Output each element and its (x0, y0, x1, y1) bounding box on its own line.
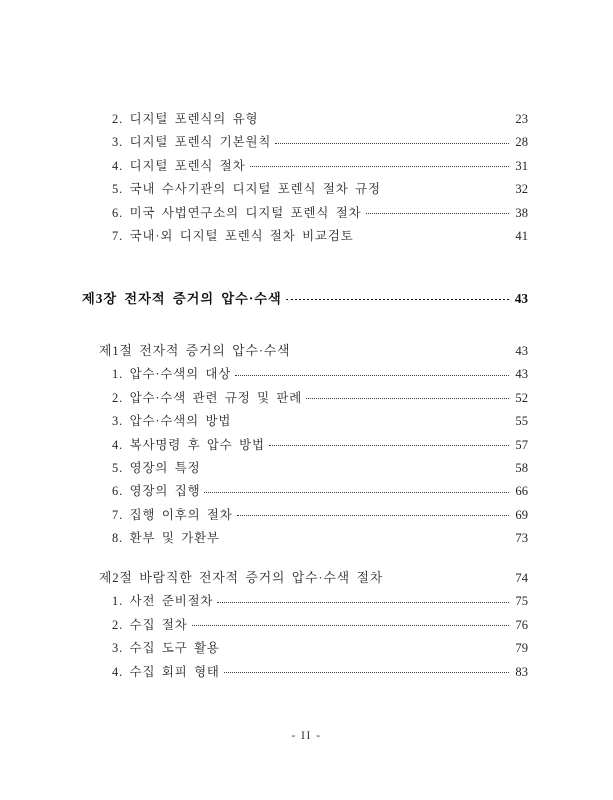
dot-leader (385, 189, 509, 190)
toc-entry-page: 41 (515, 228, 528, 243)
toc-entry-page: 79 (515, 641, 528, 656)
toc-entry-title: 2. 압수·수색 관련 규정 및 판례 (112, 390, 303, 405)
toc-entry-page: 38 (515, 205, 528, 220)
dot-leader (275, 143, 509, 144)
toc-entry-page: 76 (515, 617, 528, 632)
toc-entry[interactable] (0, 155, 613, 178)
toc-entry[interactable] (0, 434, 613, 457)
toc-entry[interactable] (0, 225, 613, 248)
toc-entry-page: 73 (515, 531, 528, 546)
toc-entry-page: 83 (515, 664, 528, 679)
toc-entry[interactable] (0, 527, 613, 550)
toc-section-page: 43 (515, 344, 528, 358)
toc-entry[interactable] (0, 504, 613, 527)
dot-leader (192, 625, 509, 626)
dot-leader (387, 578, 509, 579)
toc-section-page: 74 (515, 571, 528, 585)
dot-leader (224, 648, 509, 649)
toc-entry[interactable] (0, 590, 613, 613)
toc-entry-page: 57 (515, 437, 528, 452)
toc-entry-page: 32 (515, 182, 528, 197)
toc-entry-title: 3. 디지털 포렌식 기본원칙 (112, 135, 272, 150)
toc-entry-title: 4. 디지털 포렌식 절차 (112, 158, 246, 173)
toc-entry-title: 6. 미국 사법연구소의 디지털 포렌식 절차 (112, 205, 362, 220)
toc-section-heading[interactable] (0, 567, 613, 590)
dot-leader (286, 299, 509, 300)
toc-group-section1 (0, 340, 613, 551)
toc-section-title: 제1절 전자적 증거의 압수·수색 (99, 344, 291, 358)
dot-leader (306, 398, 509, 399)
dot-leader (269, 445, 509, 446)
toc-group-continuation (0, 108, 613, 248)
toc-entry-title: 5. 국내 수사기관의 디지털 포렌식 절차 규정 (112, 182, 381, 197)
toc-group-section2 (0, 567, 613, 684)
toc-entry[interactable] (0, 410, 613, 433)
toc-group-chapter3 (0, 287, 613, 311)
toc-entry[interactable] (0, 480, 613, 503)
dot-leader (204, 492, 509, 493)
toc-entry-title: 4. 복사명령 후 압수 방법 (112, 437, 265, 452)
toc-entry-page: 55 (515, 414, 528, 429)
page-number-label: - II - (291, 730, 322, 742)
dot-leader (366, 213, 510, 214)
toc-entry-page: 52 (515, 390, 528, 405)
dot-leader (235, 421, 509, 422)
toc-entry-title: 6. 영장의 집행 (112, 484, 201, 499)
toc-section-title: 제2절 바람직한 전자적 증거의 압수·수색 절차 (99, 571, 384, 585)
toc-entry-page: 58 (515, 460, 528, 475)
toc-entry-title: 2. 수집 절차 (112, 617, 188, 632)
toc-entry[interactable] (0, 363, 613, 386)
toc-entry-title: 7. 집행 이후의 절차 (112, 507, 233, 522)
toc-entry[interactable] (0, 108, 613, 131)
toc-chapter-title: 제3장 전자적 증거의 압수·수색 (82, 291, 282, 306)
toc-entry-title: 2. 디지털 포렌식의 유형 (112, 112, 259, 126)
toc-entry[interactable] (0, 131, 613, 154)
toc-entry-title: 1. 사전 준비절차 (112, 594, 214, 609)
toc-entry-page: 31 (515, 158, 528, 173)
toc-entry-title: 5. 영장의 특정 (112, 460, 201, 475)
dot-leader (204, 468, 509, 469)
dot-leader (224, 672, 509, 673)
toc-entry[interactable] (0, 457, 613, 480)
dot-leader (224, 538, 509, 539)
toc-entry-title: 8. 환부 및 가환부 (112, 531, 220, 546)
dot-leader (237, 515, 509, 516)
dot-leader (235, 375, 509, 376)
dot-leader (262, 119, 509, 120)
toc-entry[interactable] (0, 614, 613, 637)
toc-entry-page: 69 (515, 507, 528, 522)
toc-entry[interactable] (0, 661, 613, 684)
toc-entry-title: 3. 수집 도구 활용 (112, 641, 220, 656)
dot-leader (358, 236, 509, 237)
toc-entry-page: 66 (515, 484, 528, 499)
toc-entry-page: 28 (515, 135, 528, 150)
toc-entry-title: 7. 국내·외 디지털 포렌식 절차 비교검토 (112, 228, 354, 243)
toc-entry[interactable] (0, 387, 613, 410)
dot-leader (217, 602, 509, 603)
toc-entry-title: 4. 수집 회피 형태 (112, 664, 220, 679)
toc-entry[interactable] (0, 637, 613, 660)
toc-entry[interactable] (0, 178, 613, 201)
toc-entry-title: 3. 압수·수색의 방법 (112, 414, 232, 429)
toc-entry-page: 75 (515, 594, 528, 609)
toc-entry-page: 23 (515, 112, 528, 126)
toc-chapter-heading[interactable] (0, 287, 613, 311)
toc-chapter-page: 43 (514, 291, 528, 306)
toc-section-heading[interactable] (0, 340, 613, 363)
toc-entry[interactable] (0, 202, 613, 225)
dot-leader (250, 166, 509, 167)
toc-entry-title: 1. 압수·수색의 대상 (112, 367, 232, 382)
toc-entry-page: 43 (515, 367, 528, 382)
dot-leader (294, 351, 509, 352)
page-footer (0, 730, 613, 742)
